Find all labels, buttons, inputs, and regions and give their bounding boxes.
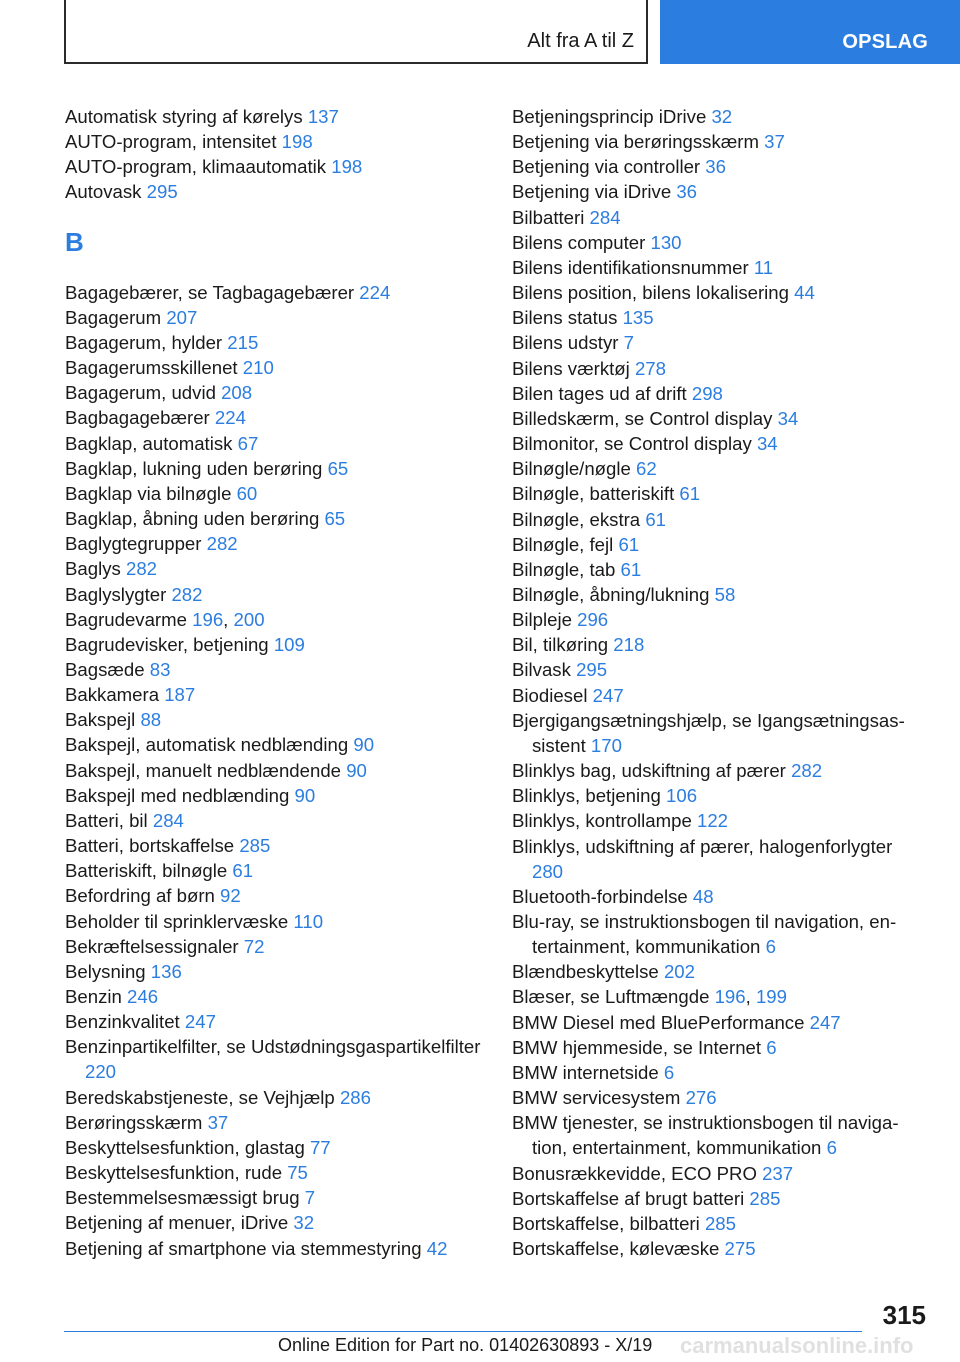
index-column-left xyxy=(65,104,485,1261)
page-reference-link[interactable]: 72 xyxy=(243,935,265,957)
page-reference-link[interactable]: 83 xyxy=(149,658,171,680)
index-term: BMW tjenester, se instruktionsbogen til navigation, entertainment, kommunikation xyxy=(512,1112,899,1159)
index-term: Bilens identifikationsnummer xyxy=(512,256,749,278)
page-reference-link[interactable]: 215 xyxy=(227,331,259,353)
page-reference-link[interactable]: 218 xyxy=(613,634,645,656)
page-reference-link[interactable]: 110 xyxy=(293,910,324,932)
index-term: Batteri, bortskaffelse xyxy=(65,835,235,857)
index-entry xyxy=(65,506,485,531)
index-entry xyxy=(65,1110,485,1135)
page-reference-link[interactable]: 90 xyxy=(346,759,367,781)
page-reference-link[interactable]: 202 xyxy=(663,961,695,983)
index-entry xyxy=(512,884,922,909)
index-entry xyxy=(512,255,922,280)
index-entry xyxy=(512,406,922,431)
index-term: Batteri, bil xyxy=(65,809,148,831)
index-entry xyxy=(512,456,922,481)
index-term: Bonusrækkevidde, ECO PRO xyxy=(512,1162,757,1184)
page-reference-link[interactable]: 106 xyxy=(666,785,698,807)
index-entry xyxy=(65,1185,485,1210)
index-entry xyxy=(512,129,922,154)
index-term: Bil, tilkøring xyxy=(512,634,609,656)
page-number: 315 xyxy=(882,1300,926,1330)
page-reference-link[interactable]: 77 xyxy=(309,1136,331,1158)
page-reference-link[interactable]: 6 xyxy=(826,1137,837,1159)
index-entry xyxy=(65,456,485,481)
page-reference-link[interactable]: 61 xyxy=(645,508,667,530)
page-reference-link[interactable]: 61 xyxy=(620,558,642,580)
index-term: Bilnøgle, åbning/lukning xyxy=(512,583,710,605)
page-reference-link[interactable]: 42 xyxy=(426,1237,448,1259)
index-entry xyxy=(512,280,922,305)
index-entry xyxy=(512,1211,922,1236)
page-reference-link[interactable]: 92 xyxy=(220,885,241,907)
index-entry xyxy=(512,607,922,632)
index-entry xyxy=(512,808,922,833)
page-reference-link[interactable]: 32 xyxy=(711,106,733,127)
page-reference-link[interactable]: 284 xyxy=(589,206,621,228)
index-entry xyxy=(512,154,922,179)
page-reference-link[interactable]: 284 xyxy=(152,809,184,831)
index-term: Betjening af menuer, iDrive xyxy=(65,1212,289,1234)
index-entry xyxy=(65,531,485,556)
index-entry xyxy=(65,355,485,380)
page-reference-link[interactable]: 34 xyxy=(777,407,799,429)
page-reference-link[interactable]: 122 xyxy=(696,810,729,832)
index-term: Bilens status xyxy=(512,307,618,329)
index-term: Beskyttelsesfunktion, glastag xyxy=(65,1136,305,1158)
index-entry: Blæser, se Luftmængde 196, 199 xyxy=(512,986,787,1008)
index-entries-b xyxy=(65,280,485,1261)
index-term: Berøringsskærm xyxy=(65,1111,203,1133)
page-reference-link[interactable]: 65 xyxy=(327,457,349,479)
page-reference-link[interactable]: 247 xyxy=(184,1011,216,1033)
page-reference-link[interactable]: 90 xyxy=(294,784,316,806)
index-entry xyxy=(65,682,485,707)
page-reference-link[interactable]: 200 xyxy=(233,608,265,630)
page-reference-link[interactable]: 62 xyxy=(636,458,657,480)
index-term: Blu-ray, se instruktionsbogen til navigation, entertainment, kommunikation xyxy=(512,911,897,958)
index-entry xyxy=(65,833,485,858)
page-reference-link[interactable]: 196 xyxy=(192,608,224,630)
index-entry xyxy=(65,104,485,129)
index-term: Automatisk styring af kørelys xyxy=(65,106,303,127)
index-entry xyxy=(65,883,485,908)
index-entry xyxy=(65,405,485,430)
index-entry xyxy=(512,783,922,808)
page-reference-link[interactable]: 196 xyxy=(714,986,746,1008)
index-entry xyxy=(65,129,485,154)
lookup-tab-label: OPSLAG xyxy=(842,31,928,53)
page-reference-link[interactable]: 285 xyxy=(704,1212,736,1234)
page-reference-link[interactable]: 6 xyxy=(766,1036,777,1058)
page-reference-link[interactable]: 224 xyxy=(359,281,391,303)
index-term: BMW Diesel med BluePerformance xyxy=(512,1011,805,1033)
page-reference-link[interactable]: 280 xyxy=(532,860,564,882)
index-column-right xyxy=(512,104,922,1261)
index-entry xyxy=(65,280,485,305)
index-term: BMW hjemmeside, se Internet xyxy=(512,1036,762,1058)
page-reference-link[interactable]: 295 xyxy=(146,181,178,203)
index-entry xyxy=(65,481,485,506)
page-reference-link[interactable]: 278 xyxy=(634,357,666,379)
index-term: Bilens position, bilens lokalisering xyxy=(512,282,789,304)
page-reference-link[interactable]: 135 xyxy=(622,307,654,329)
section-title: Alt fra A til Z xyxy=(527,30,634,52)
page-reference-link[interactable]: 198 xyxy=(331,156,363,178)
page-reference-link[interactable]: 247 xyxy=(592,684,624,706)
footer-divider xyxy=(64,1331,862,1332)
index-entry xyxy=(512,356,922,381)
index-entry xyxy=(512,959,922,984)
index-term: Bakspejl med nedblænding xyxy=(65,784,290,806)
section-letter-heading: B xyxy=(65,226,84,257)
index-entry xyxy=(65,1009,485,1034)
page-reference-link[interactable]: 296 xyxy=(577,609,609,631)
page-reference-link[interactable]: 282 xyxy=(171,583,203,605)
page-reference-link[interactable]: 137 xyxy=(307,106,339,127)
page-reference-link[interactable]: 7 xyxy=(623,332,634,354)
index-entry xyxy=(65,556,485,581)
page-reference-link[interactable]: 130 xyxy=(650,231,682,253)
page-reference-link[interactable]: 224 xyxy=(214,407,246,429)
index-term: Bagagerum, udvid xyxy=(65,382,216,404)
page-reference-link[interactable]: 36 xyxy=(705,156,726,178)
index-entry xyxy=(512,1085,922,1110)
index-entry xyxy=(65,1160,485,1185)
page-reference-link[interactable]: 32 xyxy=(293,1212,315,1234)
index-term: Bilens udstyr xyxy=(512,332,619,354)
page-reference-link[interactable]: 187 xyxy=(164,684,196,706)
page-reference-link[interactable]: 88 xyxy=(140,709,162,731)
index-entry xyxy=(512,1010,922,1035)
index-term: Blinklys bag, udskiftning af pærer xyxy=(512,760,786,782)
index-entries-a xyxy=(65,104,485,205)
header-frame xyxy=(64,0,648,64)
index-term: Bestemmelsesmæssigt brug xyxy=(65,1187,300,1209)
page-reference-link[interactable]: 11 xyxy=(753,256,774,278)
index-term: Bilnøgle, fejl xyxy=(512,533,614,555)
index-term: Benzinpartikelfilter, se Udstødningsgaspartikelfilter xyxy=(65,1036,481,1058)
page-reference-link[interactable]: 34 xyxy=(756,433,778,455)
index-term: Bortskaffelse, bilbatteri xyxy=(512,1212,700,1234)
index-entry xyxy=(512,1035,922,1060)
index-entry xyxy=(65,783,485,808)
page-reference-link[interactable]: 246 xyxy=(127,986,159,1007)
index-entry xyxy=(512,632,922,657)
index-term: Bagrudevisker, betjening xyxy=(65,633,269,655)
lookup-tab[interactable] xyxy=(660,0,960,64)
index-term: Bagagerum xyxy=(65,306,162,328)
index-term: Blændbeskyttelse xyxy=(512,961,659,983)
index-entry xyxy=(512,1161,922,1186)
index-entry xyxy=(65,1085,485,1110)
page-reference-link[interactable]: 295 xyxy=(576,659,608,681)
index-entry xyxy=(65,657,485,682)
page-reference-link[interactable]: 298 xyxy=(691,382,723,404)
page-reference-link[interactable]: 67 xyxy=(237,432,259,454)
index-entry xyxy=(512,758,922,783)
index-term: Bilbatteri xyxy=(512,206,585,228)
index-entry xyxy=(512,909,922,959)
page-reference-link[interactable]: 237 xyxy=(762,1162,794,1184)
index-entry xyxy=(512,1186,922,1211)
page-reference-link[interactable]: 36 xyxy=(676,181,698,203)
index-term: Beskyttelsesfunktion, rude xyxy=(65,1162,283,1184)
index-entry xyxy=(65,1210,485,1235)
index-term: Bortskaffelse af brugt batteri xyxy=(512,1187,745,1209)
index-entry xyxy=(65,934,485,959)
index-term: Bagklap, lukning uden berøring xyxy=(65,457,323,479)
index-entry: Bagrudevarme 196, 200 xyxy=(65,608,265,630)
page-reference-link[interactable]: 170 xyxy=(590,734,622,756)
index-entry xyxy=(512,683,922,708)
index-entry xyxy=(512,104,922,129)
index-entry xyxy=(512,1236,922,1261)
page-reference-link[interactable]: 198 xyxy=(281,131,313,153)
index-term: Bilvask xyxy=(512,659,571,681)
index-term: Bagbagagebærer xyxy=(65,407,210,429)
index-term: Blinklys, udskiftning af pærer, halogenforlygter xyxy=(512,835,893,857)
index-term: Blinklys, kontrollampe xyxy=(512,810,692,832)
page-reference-link[interactable]: 61 xyxy=(618,533,640,555)
index-term: Bilens computer xyxy=(512,231,646,253)
page-reference-link[interactable]: 282 xyxy=(206,533,238,555)
index-term: Batteriskift, bilnøgle xyxy=(65,860,228,882)
index-entry xyxy=(512,557,922,582)
index-entry xyxy=(512,834,922,884)
index-term: Betjeningsprincip iDrive xyxy=(512,106,707,127)
index-term: Bagagerumsskillenet xyxy=(65,357,238,379)
index-term: Benzinkvalitet xyxy=(65,1011,180,1033)
page-reference-link[interactable]: 7 xyxy=(304,1187,316,1209)
index-entry xyxy=(65,380,485,405)
page-reference-link[interactable]: 199 xyxy=(755,986,787,1008)
page-reference-link[interactable]: 208 xyxy=(221,382,253,404)
index-term: Betjening af smartphone via stemmestyring xyxy=(65,1237,422,1259)
index-term: Bagklap via bilnøgle xyxy=(65,482,232,504)
index-entry xyxy=(65,984,485,1009)
page-reference-link[interactable]: 90 xyxy=(353,734,375,756)
index-term: Bilens værktøj xyxy=(512,357,630,379)
page-reference-link[interactable]: 136 xyxy=(150,960,182,982)
index-term: Bilnøgle, batteriskift xyxy=(512,483,675,505)
page-reference-link[interactable]: 37 xyxy=(764,131,785,153)
index-term: Bagrudevarme xyxy=(65,608,187,630)
index-entry xyxy=(65,1236,485,1261)
index-entry xyxy=(512,582,922,607)
index-term: Bagsæde xyxy=(65,658,145,680)
page-reference-link[interactable]: 61 xyxy=(679,483,701,505)
index-term: Blinklys, betjening xyxy=(512,785,661,807)
index-entry xyxy=(65,330,485,355)
page-reference-link[interactable]: 276 xyxy=(685,1087,717,1109)
page-reference-link[interactable]: 282 xyxy=(791,760,823,782)
index-entry xyxy=(65,632,485,657)
index-term: Biodiesel xyxy=(512,684,588,706)
page-reference-link[interactable]: 61 xyxy=(232,860,254,882)
index-term: Bilnøgle, ekstra xyxy=(512,508,641,530)
page-reference-link[interactable]: 44 xyxy=(794,282,815,304)
page-reference-link[interactable]: 210 xyxy=(242,357,274,379)
index-term: Bluetooth-forbindelse xyxy=(512,885,688,907)
index-entry xyxy=(512,205,922,230)
page-reference-link[interactable]: 6 xyxy=(663,1061,675,1083)
index-entry xyxy=(65,732,485,757)
index-term: Bagklap, åbning uden berøring xyxy=(65,508,320,530)
watermark: carmanualsonline.info xyxy=(680,1333,914,1358)
index-entry xyxy=(512,179,922,204)
index-term: BMW servicesystem xyxy=(512,1087,681,1109)
page-reference-link[interactable]: 247 xyxy=(809,1011,841,1033)
index-entry xyxy=(65,909,485,934)
index-term: Bagagebærer, se Tagbagagebærer xyxy=(65,281,355,303)
index-term: Baglyslygter xyxy=(65,583,167,605)
index-term: Baglygtegrupper xyxy=(65,533,202,555)
index-entry xyxy=(65,1135,485,1160)
page-reference-link[interactable]: 282 xyxy=(125,558,158,580)
index-entry xyxy=(65,305,485,330)
index-entry xyxy=(65,758,485,783)
index-entry xyxy=(65,179,485,204)
index-term: Autovask xyxy=(65,181,142,203)
index-entry xyxy=(512,1060,922,1085)
index-term: Betjening via controller xyxy=(512,156,701,178)
edition-footer: Online Edition for Part no. 01402630893 - X/19 xyxy=(278,1335,653,1355)
index-term: Bilpleje xyxy=(512,609,572,631)
index-term: Beholder til sprinklervæske xyxy=(65,910,289,932)
index-term: Bakspejl xyxy=(65,709,136,731)
index-term: BMW internetside xyxy=(512,1061,659,1083)
page-reference-link[interactable]: 60 xyxy=(236,482,258,504)
page-reference-link[interactable]: 207 xyxy=(166,306,198,328)
index-entry xyxy=(65,959,485,984)
index-term: Befordring af børn xyxy=(65,885,215,907)
index-entries-b-continued xyxy=(512,104,922,1261)
index-term: Bilmonitor, se Control display xyxy=(512,433,752,455)
index-term: Benzin xyxy=(65,986,122,1007)
page-reference-link[interactable]: 58 xyxy=(714,583,736,605)
index-entry xyxy=(65,582,485,607)
index-term: Bjergigangsætningshjælp, se Igangsætningsassistent xyxy=(512,709,905,756)
page-reference-link[interactable]: 286 xyxy=(339,1086,371,1108)
index-term: AUTO-program, klimaautomatik xyxy=(65,156,327,178)
page-reference-link[interactable]: 48 xyxy=(692,885,714,907)
index-term: Bilen tages ud af drift xyxy=(512,382,687,404)
index-entry xyxy=(65,707,485,732)
index-entry xyxy=(512,230,922,255)
index-entry xyxy=(512,657,922,682)
index-term: Billedskærm, se Control display xyxy=(512,407,773,429)
index-term: Bakkamera xyxy=(65,684,160,706)
index-term: Bekræftelsessignaler xyxy=(65,935,239,957)
index-term: Bakspejl, manuelt nedblændende xyxy=(65,759,342,781)
index-term: Bagklap, automatisk xyxy=(65,432,233,454)
page-reference-link[interactable]: 37 xyxy=(207,1111,229,1133)
page-reference-link[interactable]: 6 xyxy=(765,936,776,958)
index-term: Beredskabstjeneste, se Vejhjælp xyxy=(65,1086,335,1108)
index-term: Bakspejl, automatisk nedblænding xyxy=(65,734,349,756)
page-reference-link[interactable]: 275 xyxy=(724,1238,756,1260)
index-entry xyxy=(65,1034,485,1084)
index-entry xyxy=(65,808,485,833)
index-entry xyxy=(65,431,485,456)
index-term: Bagagerum, hylder xyxy=(65,331,223,353)
index-entry xyxy=(65,858,485,883)
index-term: Belysning xyxy=(65,960,146,982)
page-reference-link[interactable]: 285 xyxy=(749,1187,781,1209)
index-entry xyxy=(65,154,485,179)
index-term: Betjening via iDrive xyxy=(512,181,672,203)
page-reference-link[interactable]: 109 xyxy=(273,633,305,655)
index-entry xyxy=(512,330,922,355)
index-term: Bilnøgle, tab xyxy=(512,558,616,580)
page-reference-link[interactable]: 220 xyxy=(85,1061,117,1083)
index-entry xyxy=(512,481,922,506)
index-entry xyxy=(512,708,922,758)
page-reference-link[interactable]: 65 xyxy=(324,508,346,530)
index-term: Baglys xyxy=(65,558,121,580)
index-entry xyxy=(512,507,922,532)
index-entry xyxy=(512,1110,922,1160)
page-reference-link[interactable]: 285 xyxy=(239,835,271,857)
index-entry xyxy=(512,431,922,456)
index-term: Bortskaffelse, kølevæske xyxy=(512,1238,720,1260)
page-reference-link[interactable]: 75 xyxy=(287,1162,308,1184)
index-entry xyxy=(512,381,922,406)
index-entry xyxy=(512,305,922,330)
index-term: Betjening via berøringsskærm xyxy=(512,131,759,153)
index-term: AUTO-program, intensitet xyxy=(65,131,277,153)
index-term: Blæser, se Luftmængde xyxy=(512,986,710,1008)
index-entry xyxy=(512,532,922,557)
index-term: Bilnøgle/nøgle xyxy=(512,458,631,480)
